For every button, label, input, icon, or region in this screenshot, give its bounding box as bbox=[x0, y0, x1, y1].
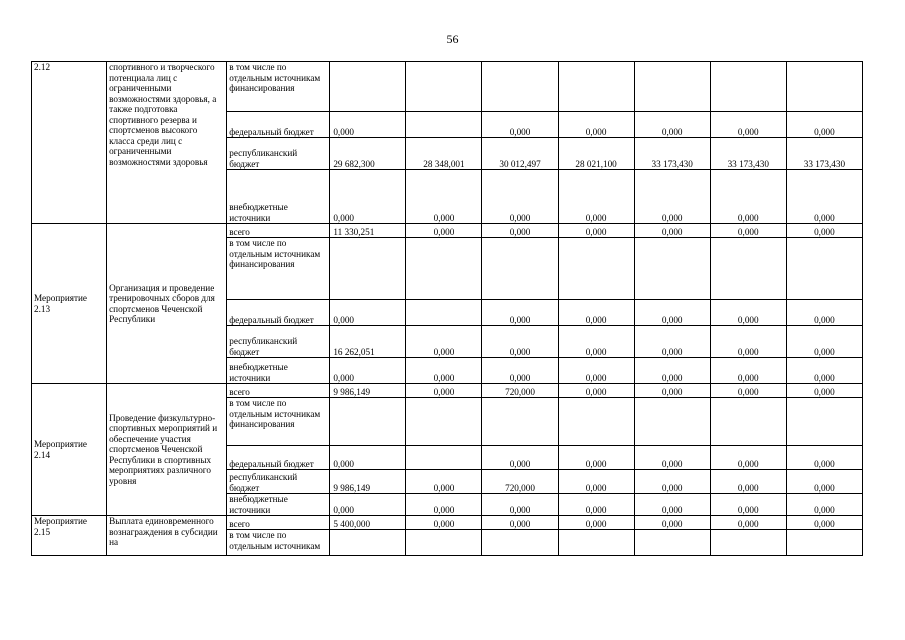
amount-cell bbox=[330, 62, 406, 112]
amount-cell: 720,000 bbox=[482, 470, 558, 494]
amount-cell: 0,000 bbox=[710, 326, 786, 358]
amount-cell: 0,000 bbox=[558, 446, 634, 470]
amount-cell: 0,000 bbox=[786, 384, 862, 398]
amount-cell: 0,000 bbox=[482, 494, 558, 516]
amount-cell: 0,000 bbox=[786, 300, 862, 326]
amount-cell bbox=[710, 62, 786, 112]
amount-cell: 0,000 bbox=[634, 224, 710, 238]
amount-cell: 0,000 bbox=[786, 224, 862, 238]
amount-cell bbox=[406, 238, 482, 300]
amount-cell: 0,000 bbox=[406, 470, 482, 494]
amount-cell bbox=[558, 398, 634, 446]
funding-source: республиканский бюджет bbox=[227, 470, 330, 494]
budget-table bbox=[31, 61, 863, 556]
amount-cell: 33 173,430 bbox=[786, 138, 862, 170]
funding-source: федеральный бюджет bbox=[227, 300, 330, 326]
amount-cell: 0,000 bbox=[406, 384, 482, 398]
amount-cell: 0,000 bbox=[482, 300, 558, 326]
funding-source: всего bbox=[227, 516, 330, 530]
amount-cell: 9 986,149 bbox=[330, 384, 406, 398]
amount-cell bbox=[482, 62, 558, 112]
amount-cell: 0,000 bbox=[406, 494, 482, 516]
amount-cell: 0,000 bbox=[634, 494, 710, 516]
amount-cell: 0,000 bbox=[482, 170, 558, 224]
page-number: 56 bbox=[446, 32, 459, 46]
amount-cell: 30 012,497 bbox=[482, 138, 558, 170]
amount-cell: 28 348,001 bbox=[406, 138, 482, 170]
amount-cell: 0,000 bbox=[786, 358, 862, 384]
funding-source: внебюджетные источники bbox=[227, 494, 330, 516]
amount-cell: 0,000 bbox=[786, 470, 862, 494]
amount-cell: 0,000 bbox=[558, 384, 634, 398]
activity-name: спортивного и творческого потенциала лиц с ограниченными возможностями здоровья, а также подготовка спортивного резерва и спортсменов высокого класса среди лиц с ограниченными возможностями здоровья bbox=[107, 62, 227, 224]
funding-source: в том числе по отдельным источникам bbox=[227, 530, 330, 556]
amount-cell: 0,000 bbox=[710, 170, 786, 224]
amount-cell: 0,000 bbox=[786, 446, 862, 470]
amount-cell: 0,000 bbox=[558, 494, 634, 516]
amount-cell: 0,000 bbox=[482, 224, 558, 238]
amount-cell bbox=[786, 530, 862, 556]
amount-cell: 0,000 bbox=[634, 300, 710, 326]
amount-cell bbox=[634, 238, 710, 300]
amount-cell bbox=[558, 238, 634, 300]
amount-cell: 0,000 bbox=[558, 300, 634, 326]
amount-cell: 0,000 bbox=[558, 358, 634, 384]
funding-source: федеральный бюджет bbox=[227, 446, 330, 470]
table-row bbox=[32, 384, 863, 398]
amount-cell: 0,000 bbox=[330, 300, 406, 326]
amount-cell: 0,000 bbox=[558, 470, 634, 494]
amount-cell: 0,000 bbox=[558, 326, 634, 358]
amount-cell: 0,000 bbox=[710, 300, 786, 326]
amount-cell bbox=[558, 530, 634, 556]
amount-cell: 0,000 bbox=[482, 112, 558, 138]
amount-cell: 0,000 bbox=[786, 112, 862, 138]
funding-source: республиканский бюджет bbox=[227, 326, 330, 358]
amount-cell: 0,000 bbox=[558, 170, 634, 224]
funding-source: республиканский бюджет bbox=[227, 138, 330, 170]
funding-source: всего bbox=[227, 224, 330, 238]
amount-cell: 720,000 bbox=[482, 384, 558, 398]
amount-cell: 0,000 bbox=[558, 224, 634, 238]
amount-cell: 0,000 bbox=[710, 470, 786, 494]
activity-name: Проведение физкультурно-спортивных мероприятий и обеспечение участия спортсменов Чеченской Республики в спортивных мероприятиях различного уровня bbox=[107, 384, 227, 516]
amount-cell: 0,000 bbox=[710, 358, 786, 384]
amount-cell: 0,000 bbox=[330, 170, 406, 224]
amount-cell: 0,000 bbox=[406, 170, 482, 224]
amount-cell: 0,000 bbox=[558, 112, 634, 138]
amount-cell: 0,000 bbox=[330, 358, 406, 384]
funding-source: внебюджетные источники bbox=[227, 358, 330, 384]
amount-cell bbox=[406, 300, 482, 326]
funding-source: федеральный бюджет bbox=[227, 112, 330, 138]
amount-cell bbox=[786, 238, 862, 300]
amount-cell bbox=[786, 398, 862, 446]
amount-cell: 0,000 bbox=[558, 516, 634, 530]
amount-cell: 0,000 bbox=[330, 112, 406, 138]
amount-cell: 0,000 bbox=[710, 446, 786, 470]
amount-cell: 16 262,051 bbox=[330, 326, 406, 358]
amount-cell bbox=[482, 238, 558, 300]
amount-cell: 0,000 bbox=[634, 358, 710, 384]
amount-cell bbox=[710, 238, 786, 300]
funding-source: в том числе по отдельным источникам финансирования bbox=[227, 62, 330, 112]
amount-cell: 0,000 bbox=[710, 516, 786, 530]
amount-cell: 28 021,100 bbox=[558, 138, 634, 170]
amount-cell bbox=[330, 238, 406, 300]
amount-cell bbox=[406, 62, 482, 112]
amount-cell bbox=[406, 398, 482, 446]
activity-code: 2.12 bbox=[32, 62, 107, 224]
amount-cell bbox=[634, 398, 710, 446]
amount-cell: 0,000 bbox=[786, 326, 862, 358]
amount-cell bbox=[634, 62, 710, 112]
amount-cell bbox=[330, 398, 406, 446]
funding-source: внебюджетные источники bbox=[227, 170, 330, 224]
funding-source: в том числе по отдельным источникам финансирования bbox=[227, 238, 330, 300]
amount-cell: 0,000 bbox=[710, 384, 786, 398]
activity-name: Организация и проведение тренировочных сборов для спортсменов Чеченской Республики bbox=[107, 224, 227, 384]
amount-cell bbox=[482, 530, 558, 556]
amount-cell: 0,000 bbox=[482, 446, 558, 470]
amount-cell: 0,000 bbox=[710, 224, 786, 238]
amount-cell bbox=[406, 530, 482, 556]
activity-code: Мероприятие 2.15 bbox=[32, 516, 107, 556]
amount-cell: 0,000 bbox=[634, 384, 710, 398]
activity-code: Мероприятие 2.14 bbox=[32, 384, 107, 516]
amount-cell: 33 173,430 bbox=[634, 138, 710, 170]
amount-cell bbox=[634, 530, 710, 556]
amount-cell: 5 400,000 bbox=[330, 516, 406, 530]
amount-cell: 0,000 bbox=[634, 446, 710, 470]
amount-cell: 0,000 bbox=[786, 170, 862, 224]
amount-cell bbox=[786, 62, 862, 112]
amount-cell: 0,000 bbox=[406, 358, 482, 384]
amount-cell: 0,000 bbox=[710, 494, 786, 516]
amount-cell: 11 330,251 bbox=[330, 224, 406, 238]
amount-cell: 0,000 bbox=[710, 112, 786, 138]
amount-cell: 0,000 bbox=[406, 224, 482, 238]
table-row bbox=[32, 516, 863, 530]
amount-cell bbox=[710, 398, 786, 446]
amount-cell: 0,000 bbox=[786, 516, 862, 530]
activity-code: Мероприятие 2.13 bbox=[32, 224, 107, 384]
amount-cell: 0,000 bbox=[634, 516, 710, 530]
amount-cell: 0,000 bbox=[406, 516, 482, 530]
amount-cell: 0,000 bbox=[330, 494, 406, 516]
amount-cell bbox=[406, 112, 482, 138]
amount-cell bbox=[558, 62, 634, 112]
amount-cell: 0,000 bbox=[482, 326, 558, 358]
amount-cell: 0,000 bbox=[786, 494, 862, 516]
amount-cell: 0,000 bbox=[482, 358, 558, 384]
activity-name: Выплата единовременного вознаграждения в субсидии на bbox=[107, 516, 227, 556]
table-row bbox=[32, 224, 863, 238]
amount-cell: 0,000 bbox=[330, 446, 406, 470]
amount-cell: 9 986,149 bbox=[330, 470, 406, 494]
amount-cell: 33 173,430 bbox=[710, 138, 786, 170]
amount-cell: 0,000 bbox=[634, 112, 710, 138]
funding-source: в том числе по отдельным источникам финансирования bbox=[227, 398, 330, 446]
amount-cell bbox=[710, 530, 786, 556]
amount-cell: 29 682,300 bbox=[330, 138, 406, 170]
amount-cell: 0,000 bbox=[634, 170, 710, 224]
amount-cell: 0,000 bbox=[634, 326, 710, 358]
amount-cell bbox=[330, 530, 406, 556]
amount-cell: 0,000 bbox=[482, 516, 558, 530]
amount-cell: 0,000 bbox=[634, 470, 710, 494]
amount-cell bbox=[406, 446, 482, 470]
table-row bbox=[32, 62, 863, 112]
amount-cell bbox=[482, 398, 558, 446]
funding-source: всего bbox=[227, 384, 330, 398]
amount-cell: 0,000 bbox=[406, 326, 482, 358]
